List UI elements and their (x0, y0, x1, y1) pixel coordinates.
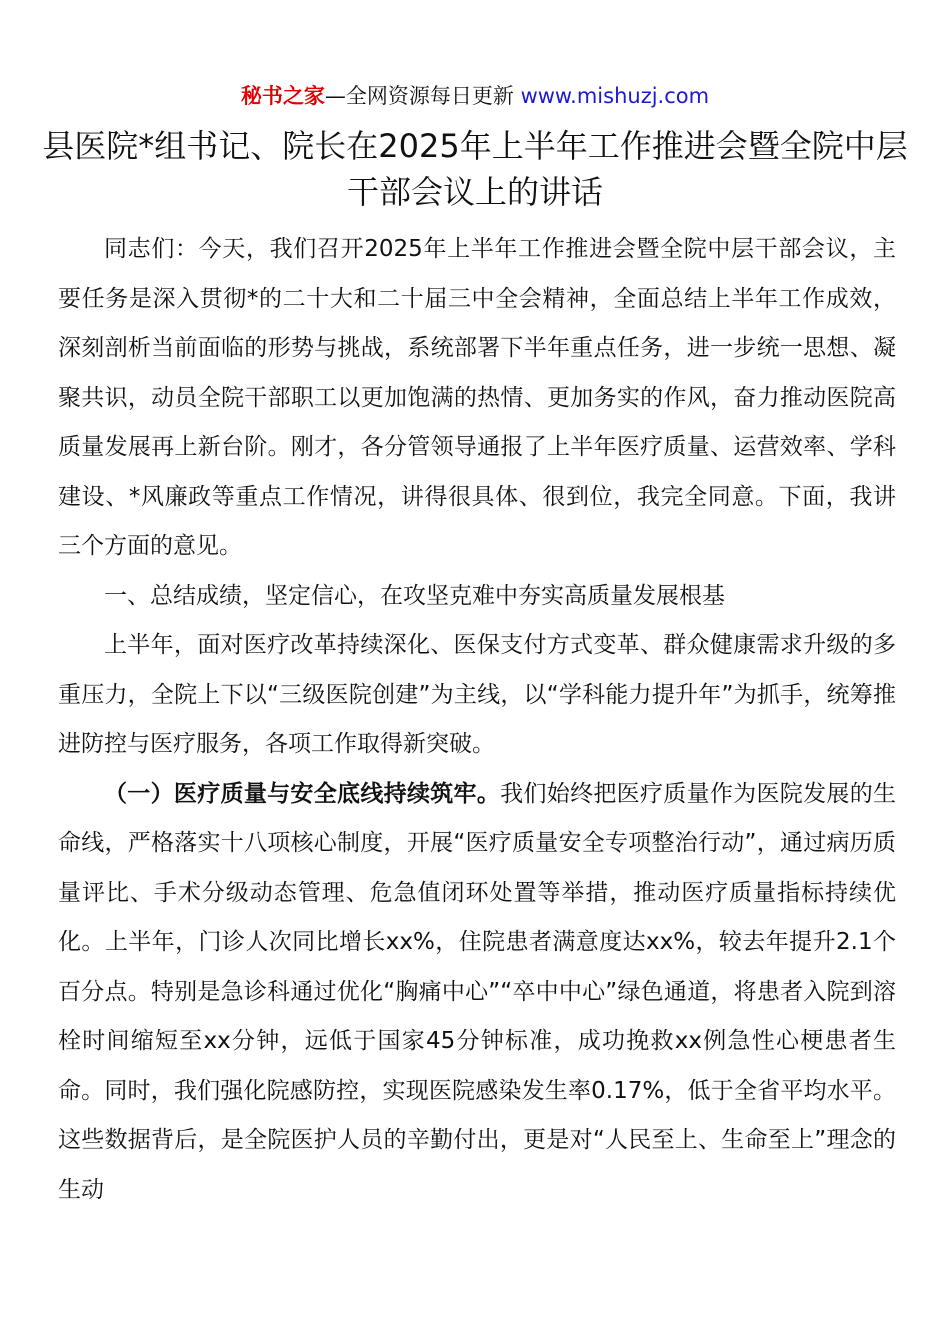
section-heading-1: 一、总结成绩，坚定信心，在攻坚克难中夯实高质量发展根基 (104, 582, 725, 609)
item-1-text: 我们始终把医疗质量作为医院发展的生命线，严格落实十八项核心制度，开展“医疗质量安全专项整治行动”，通过病历质量评比、手术分级动态管理、危急值闭环处置等举措，推动医疗质量指标持续优化。上半年，门诊人次同比增长xx%，住院患者满意度达xx%，较去年提升2.1个百分点。特别是急诊科通过优化“胸痛中心”“卒中中心”绿色通道，将患者入院到溶栓时间缩短至xx分钟，远低于国家45分钟标准，成功挽救xx例急性心梗患者生命。同时，我们强化院感防控，实现医院感染发生率0.17%，低于全省平均水平。这些数据背后，是全院医护人员的辛勤付出，更是对“人民至上、生命至上”理念的生动 (58, 780, 897, 1203)
document-title: 县医院*组书记、院长在2025年上半年工作推进会暨全院中层干部会议上的讲话 (42, 127, 908, 211)
intro-paragraph: 同志们：今天，我们召开2025年上半年工作推进会暨全院中层干部会议，主要任务是深入贯彻*的二十大和二十届三中全会精神，全面总结上半年工作成效，深刻剖析当前面临的形势与挑战，系统部署下半年重点任务，进一步统一思想、凝聚共识，动员全院干部职工以更加饱满的热情、更加务实的作风，奋力推动医院高质量发展再上新台阶。刚才，各分管领导通报了上半年医疗质量、运营效率、学科建设、*风廉政等重点工作情况，讲得很具体、很到位，我完全同意。下面，我讲三个方面的意见。 (58, 236, 896, 559)
item-1-lead: （一）医疗质量与安全底线持续筑牢。 (104, 780, 501, 807)
site-header (0, 80, 950, 112)
item-1-paragraph (58, 770, 896, 1216)
document-body (58, 225, 896, 1215)
section-1-intro-paragraph: 上半年，面对医疗改革持续深化、医保支付方式变革、群众健康需求升级的多重压力，全院上下以“三级医院创建”为主线，以“学科能力提升年”为抓手，统筹推进防控与医疗服务，各项工作取得新突破。 (58, 632, 896, 757)
site-url-link[interactable]: www.mishuzj.com (520, 84, 710, 108)
brand-name: 秘书之家 (240, 84, 325, 108)
header-tagline: —全网资源每日更新 (324, 84, 521, 108)
